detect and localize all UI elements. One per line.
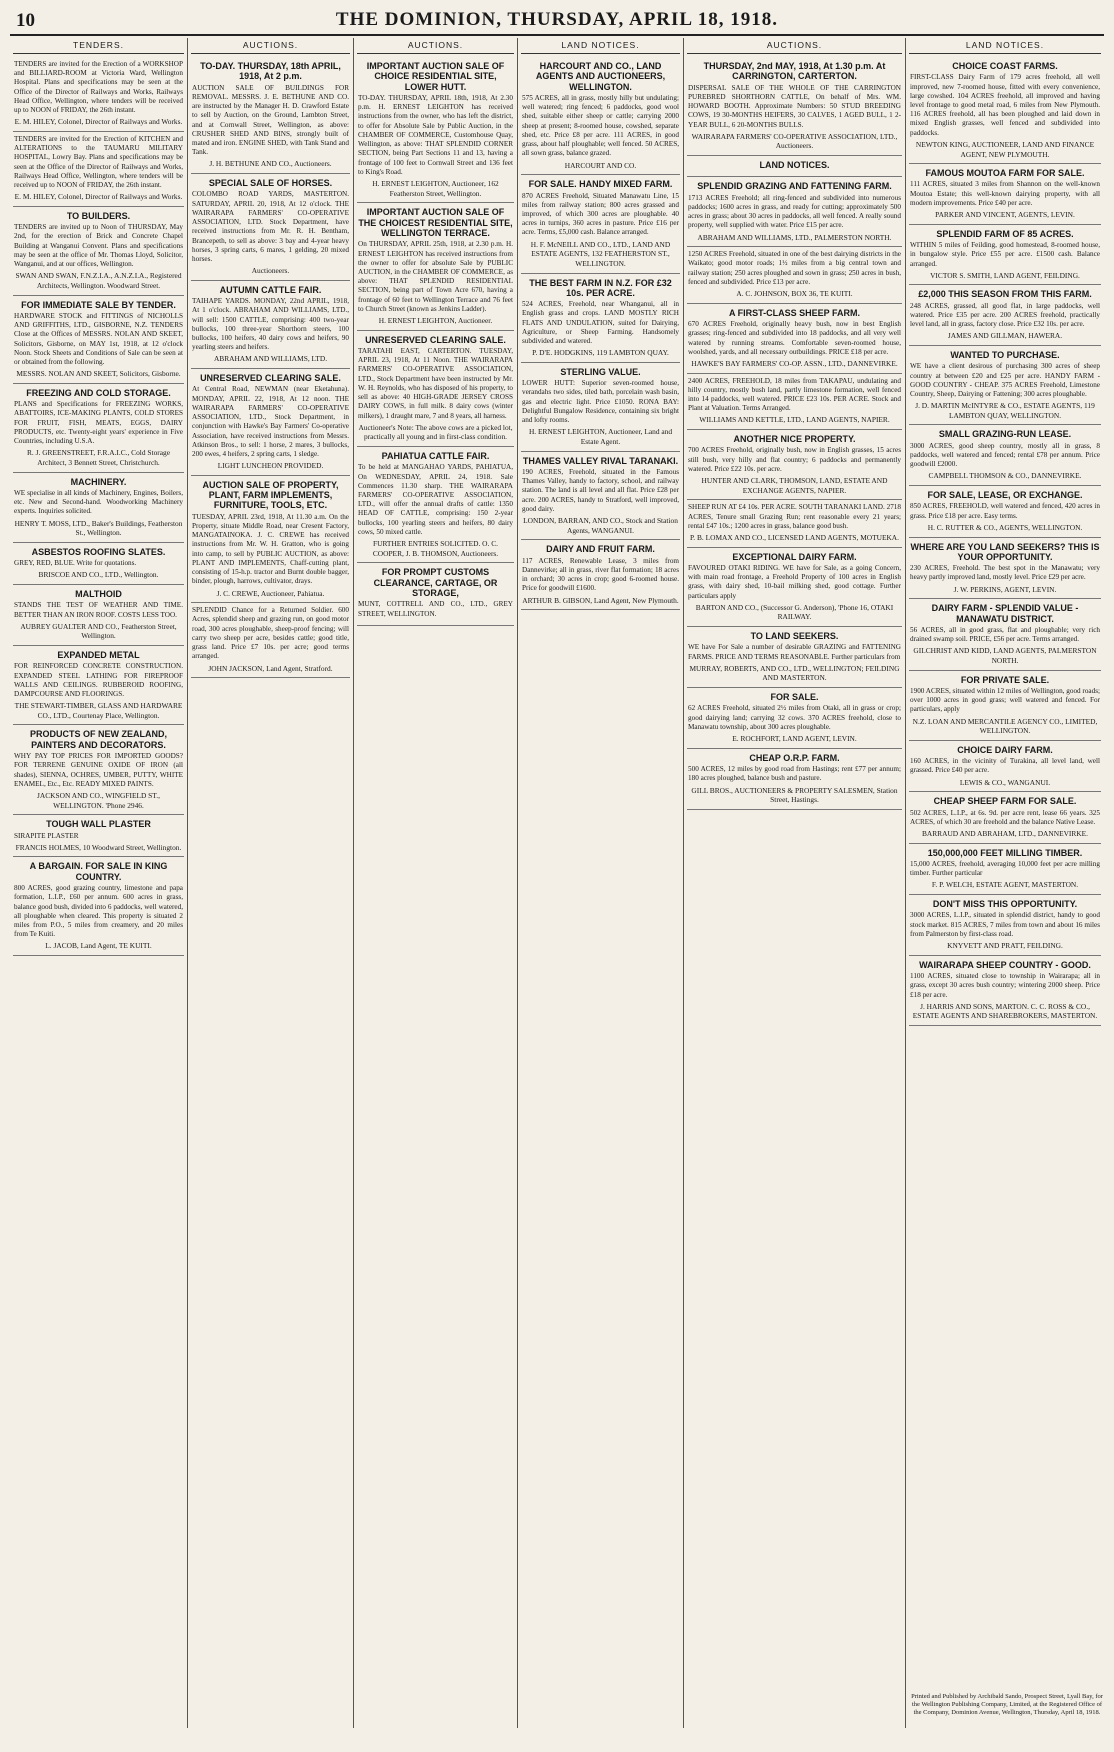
ad-signature: BRISCOE AND CO., LTD., Wellington.	[38, 570, 159, 580]
ad-title: TOUGH WALL PLASTER	[46, 819, 151, 830]
ad-body: WE have For Sale a number of desirable GRAZING and FATTENING FARMS. PRICE AND TERMS REASONABLE. Further particulars from	[688, 643, 901, 661]
ad-title: EXCEPTIONAL DAIRY FARM.	[732, 551, 857, 562]
ad-body: LOWER HUTT: Superior seven-roomed house, verandahs two sides, tiled bath, porcelain wash basin, gas and electric light. Price £1050. RONA BAY: Delightful Bungalow Residence, containing six bright and lofty rooms.	[522, 379, 679, 425]
ad-body: On THURSDAY, APRIL 25th, 1918, at 2.30 p.m. H. ERNEST LEIGHTON has received instructions from the owner to offer for absolute Sale by PUBLIC AUCTION, in the CHAMBER OF COMMERCE, as above: THAT SPLENDID RESIDENTIAL SECTION, being part of Town Acre 670, having a frontage of 60 feet to Wellington Terrace and 76 feet to Church Street (known as Jenkins Ladder).	[358, 240, 513, 313]
ad-signature: R. J. GREENSTREET, F.R.A.I.C., Cold Storage Architect, 3 Bennett Street, Christchurch.	[27, 448, 170, 467]
ad-body: FOR REINFORCED CONCRETE CONSTRUCTION. EXPANDED STEEL LATHING FOR FIREPROOF WALLS AND CEILINGS. RUBBEROID ROOFING, DAMPCOURSE AND FLOORINGS.	[14, 662, 183, 698]
ad-title: WHERE ARE YOU LAND SEEKERS? THIS IS YOUR OPPORTUNITY.	[910, 541, 1100, 562]
ad-title: DON'T MISS THIS OPPORTUNITY.	[932, 899, 1078, 910]
ad-body: 800 ACRES, good grazing country, limestone and papa formation, L.I.P., £60 per annum. 600 acres in grass, balance good bush, divided into 6 paddocks, well watered, all ploughable when cleared. This property is situated 2 miles from P.O., 5 miles from creamery, and 20 miles from Te Kuiti.	[14, 884, 183, 939]
advertisement	[909, 57, 1101, 164]
advertisement	[909, 956, 1101, 1026]
ad-title: ANOTHER NICE PROPERTY.	[733, 434, 856, 445]
ad-signature: BARTON AND CO., (Successor G. Anderson), 'Phone 16, OTAKI RAILWAY.	[695, 602, 894, 622]
ad-title: SPLENDID GRAZING AND FATTENING FARM.	[697, 181, 892, 192]
ad-title: IMPORTANT AUCTION SALE OF THE CHOICEST RESIDENTIAL SITE, WELLINGTON TERRACE.	[358, 207, 513, 238]
ad-signature: MESSRS. NOLAN AND SKEET, Solicitors, Gisborne.	[16, 369, 181, 379]
ad-title: WAIRARAPA SHEEP COUNTRY - GOOD.	[919, 959, 1091, 970]
advertisement	[521, 274, 680, 363]
ad-body: WE have a client desirous of purchasing 300 acres of sheep country at between £20 and £25 per acre. HANDY FARM - GOOD COUNTRY - CHEAP. 375 ACRES Freehold, Limestone Country, Sheep, Dairying or Fattening; 300 acres ploughable.	[910, 362, 1100, 398]
advertisement	[13, 296, 184, 384]
ad-body: 870 ACRES Freehold, Situated Manawatu Line, 15 miles from railway station; 800 acres grassed and improved, of which 300 acres are ploughable. 40 acres in turnips, 360 acres in pasture. Price £16 per acre. Terms, £5,000 cash. Balance arranged.	[522, 191, 679, 237]
ad-body: SIRAPITE PLASTER	[14, 831, 79, 840]
advertisement	[687, 627, 902, 688]
advertisement	[909, 741, 1101, 792]
ad-title: ASBESTOS ROOFING SLATES.	[31, 546, 166, 557]
ad-body: HARDWARE STOCK and FITTINGS of NICHOLLS AND GRIFFITHS, LTD., GISBORNE, N.Z. TENDERS Close at the Offices of MESSRS. NOLAN AND SKEET, Solicitors, Gisborne, on MAY 1st, 1918, at 12 o'clock Noon. Stock Sheets and Conditions of Sale can be seen at or obtained from the following.	[14, 311, 183, 366]
advertisement	[687, 57, 902, 156]
advertisement	[909, 425, 1101, 486]
ad-title: DAIRY AND FRUIT FARM.	[546, 544, 655, 555]
ad-body: To be held at MANGAHAO YARDS, PAHIATUA, On WEDNESDAY, APRIL 24, 1918. Sale Commences 11.30 sharp. THE WAIRARAPA FARMERS' CO-OPERATIVE ASSOCIATION, LTD., will offer the annual drafts of cattle: 1350 HEAD OF CATTLE, comprising: 150 2-year bullocks, 100 yearling steers and heifers, 80 dairy cows, 50 mixed cattle.	[358, 463, 513, 536]
ad-body: SHEEP RUN AT £4 10s. PER ACRE. SOUTH TARANAKI LAND. 2718 ACRES, Tenure small Grazing Run; rent reasonable every 21 years; rental £47 10s.; 1200 acres in grass, balance good bush.	[688, 503, 901, 530]
ad-body: WHY PAY TOP PRICES FOR IMPORTED GOODS? FOR TERRENE GENUINE OXIDE OF IRON (all shades), SIENNA, OCHRES, UMBER, PUTTY, WHITE ENAMEL, Etc., Etc. READY MIXED PAINTS.	[14, 752, 183, 788]
ad-title: TO BUILDERS.	[66, 210, 131, 221]
ad-signature: P. D'E. HODGKINS, 119 LAMBTON QUAY.	[532, 348, 669, 358]
ad-signature: A. C. JOHNSON, BOX 36, TE KUITI.	[736, 289, 853, 299]
advertisement	[909, 538, 1101, 600]
ad-signature: H. ERNEST LEIGHTON, Auctioneer, Land and Estate Agent.	[528, 427, 673, 446]
ad-signature: N.Z. LOAN AND MERCANTILE AGENCY CO., LIMITED, WELLINGTON.	[912, 716, 1098, 736]
advertisement	[357, 57, 514, 203]
ad-title: 150,000,000 FEET MILLING TIMBER.	[927, 847, 1083, 858]
advertisement	[687, 500, 902, 547]
ad-body: TO-DAY. THURSDAY, APRIL 18th, 1918, At 2.30 p.m. H. ERNEST LEIGHTON has received instructions from the owner, who has left the district, to offer for Absolute Sale by Public Auction, in the CHAMBER OF COMMERCE, Customhouse Quay, Wellington, as above: THAT SPLENDID CORNER SECTION, being Part Sections 11 and 13, having a frontage of 100 feet to Cornwall Street and 136 feet to King's Road.	[358, 94, 513, 176]
column-heading: LAND NOTICES.	[521, 38, 680, 54]
ad-title: A BARGAIN. FOR SALE IN KING COUNTRY.	[29, 861, 168, 882]
ad-body: 190 ACRES, Freehold, situated in the Famous Thames Valley, handy to factory, school, and railway station. The land is all level and all flat. Price £28 per acre. 200 ACRES, handy to Stratford, well improved, good dairy.	[522, 467, 679, 513]
ad-signature: LIGHT LUNCHEON PROVIDED.	[217, 461, 324, 471]
ad-body: COLOMBO ROAD YARDS, MASTERTON. SATURDAY, APRIL 20, 1918, At 12 o'clock. THE WAIRARAPA FARMERS' CO-OPERATIVE ASSOCIATION, LTD. Stock Department, have received instructions from Mr. R. H. Bentham, Brancepeth, to sell as above: 3 bay and 4-year heavy horses, 3 spring carts, 6 mares, 1 gelding, 20 mixed horses.	[192, 190, 349, 263]
advertisement	[909, 895, 1101, 956]
ad-body: 3000 ACRES, good sheep country, mostly all in grass, 8 paddocks, well watered and fenced; rental £78 per annum. Price goodwill £2000.	[910, 441, 1100, 469]
ad-body: 15,000 ACRES, freehold, averaging 10,000 feet per acre milling timber. Further particular	[910, 860, 1100, 878]
ad-signature: SWAN AND SWAN, F.N.Z.I.A., A.N.Z.I.A., Registered Architects, Wellington. Woodward Street.	[15, 271, 182, 290]
advertisement	[687, 156, 902, 177]
ad-signature: WAIRARAPA FARMERS' CO-OPERATIVE ASSOCIATION, LTD., Auctioneers.	[691, 131, 898, 151]
ad-signature: ARTHUR B. GIBSON, Land Agent, New Plymouth.	[522, 595, 679, 605]
page-number: 10	[16, 10, 35, 31]
ad-title: £2,000 THIS SEASON FROM THIS FARM.	[918, 289, 1092, 300]
advertisement	[521, 540, 680, 610]
column-heading: AUCTIONS.	[191, 38, 350, 54]
ad-signature: J. C. CREWE, Auctioneer, Pahiatua.	[216, 588, 325, 598]
ad-title: WANTED TO PURCHASE.	[950, 350, 1060, 360]
ad-title: AUTUMN CATTLE FAIR.	[219, 284, 322, 295]
ad-body: 850 ACRES, FREEHOLD, well watered and fenced, 420 acres in grass. Price £18 per acre. Easy terms.	[910, 502, 1100, 520]
ad-signature: HARCOURT AND CO.	[564, 160, 637, 170]
advertisement	[909, 164, 1101, 225]
ad-title: A FIRST-CLASS SHEEP FARM.	[728, 307, 860, 318]
advertisement	[909, 285, 1101, 346]
advertisement	[687, 304, 902, 374]
ad-signature: NEWTON KING, AUCTIONEER, LAND AND FINANCE AGENT, NEW PLYMOUTH.	[915, 139, 1095, 159]
ad-body: 502 ACRES, L.I.P., at 6s. 9d. per acre rent, lease 66 years. 325 ACRES, of which 30 are freehold and the balance Native Lease.	[910, 808, 1100, 826]
ad-signature: FRANCIS HOLMES, 10 Woodward Street, Wellington.	[15, 842, 182, 852]
ad-body: 1900 ACRES, situated within 12 miles of Wellington, good roads; over 1000 acres in good grass; well watered and fenced. For particulars, apply	[910, 686, 1100, 714]
advertisement	[13, 725, 184, 815]
ad-title: LAND NOTICES.	[759, 160, 830, 171]
advertisement	[13, 132, 184, 207]
column-6	[906, 38, 1104, 1728]
ad-signature: CAMPBELL THOMSON & CO., DANNEVIRKE.	[928, 471, 1082, 481]
newspaper-title: THE DOMINION, THURSDAY, APRIL 18, 1918.	[335, 9, 779, 30]
column-3	[354, 38, 518, 1728]
ad-signature: H. C. RUTTER & CO., AGENTS, WELLINGTON.	[927, 522, 1083, 532]
advertisement	[191, 174, 350, 281]
ad-title: IMPORTANT AUCTION SALE OF CHOICE RESIDENTIAL SITE, LOWER HUTT.	[366, 61, 505, 92]
ad-title: SMALL GRAZING-RUN LEASE.	[938, 429, 1072, 440]
advertisement	[909, 844, 1101, 895]
column-4	[518, 38, 684, 1728]
advertisement	[357, 203, 514, 330]
ad-body: 56 ACRES, all in good grass, flat and ploughable; very rich drained swamp soil. PRICE, £56 per acre. Terms arranged.	[910, 625, 1100, 644]
ad-body: 62 ACRES Freehold, situated 2½ miles from Otaki, all in grass or crop; good dairying land; carrying 32 cows. 370 ACRES freehold, close to Manawatu township, about 300 acres ploughable.	[688, 704, 901, 731]
ad-body: 3000 ACRES, L.I.P., situated in splendid district, handy to good stock market. 815 ACRES, 7 miles from town and about 16 miles from Palmerston by first-class road.	[910, 911, 1100, 938]
column-2	[188, 38, 354, 1728]
ad-body: 670 ACRES Freehold, originally heavy bush, now in best English grasses; ring-fenced and subdivided into 18 paddocks, and all very well watered by running streams. Comfortable seven-roomed house, woolshed, yards, and all necessary outbuildings. PRICE £18 per acre.	[688, 320, 901, 356]
advertisement	[687, 749, 902, 810]
ad-title: DAIRY FARM - SPLENDID VALUE - MANAWATU DISTRICT.	[931, 603, 1079, 624]
ad-body: GREY, RED, BLUE. Write for quotations.	[14, 559, 137, 568]
ad-signature: LONDON, BARRAN, AND CO., Stock and Station Agents, WANGANUI.	[523, 516, 678, 535]
advertisement	[687, 247, 902, 304]
ad-signature: HUNTER AND CLARK, THOMSON, LAND, ESTATE AND EXCHANGE AGENTS, NAPIER.	[701, 476, 888, 495]
ad-body: TENDERS are invited up to Noon of THURSDAY, May 2nd, for the erection of Brick and Concrete Chapel Building at Wanganui Convent. Plans and specifications may be seen at the office of Mr. Thomas Lloyd, Solicitor, Wanganui, and at our offices, Wellington.	[14, 223, 183, 269]
advertisement	[13, 543, 184, 585]
column-5	[684, 38, 906, 1728]
advertisement	[357, 563, 514, 625]
ad-body: DISPERSAL SALE OF THE WHOLE OF THE CARRINGTON PUREBRED SHORTHORN CATTLE, On behalf of Mrs. WM. HOWARD BOOTH. Approximate Numbers: 50 STUD BREEDING COWS, 19 30-MONTHS HEIFERS, 30 CALVES, 1 AGED BULL, 1 2-YEAR BULL, 6 20-MONTHS BULLS.	[688, 83, 901, 129]
column-heading: AUCTIONS.	[687, 38, 902, 54]
ad-signature: E. ROCHFORT, LAND AGENT, LEVIN.	[732, 734, 857, 744]
ad-signature: KNYVETT AND PRATT, FEILDING.	[947, 941, 1063, 951]
ad-title: PRODUCTS OF NEW ZEALAND, PAINTERS AND DECORATORS.	[30, 729, 167, 750]
ad-body: FAVOURED OTAKI RIDING. WE have for Sale, as a going Concern, with main road frontage, a Freehold Property of 100 acres in English grass, with dairy shed, 10-bail milking shed, good cottage. Further particulars apply	[688, 563, 901, 600]
advertisement	[13, 207, 184, 296]
ad-signature: THE STEWART-TIMBER, GLASS AND HARDWARE CO., LTD., Courtenay Place, Wellington.	[14, 701, 183, 720]
ad-title: UNRESERVED CLEARING SALE.	[200, 373, 341, 384]
ad-signature: J. D. MARTIN McINTYRE & CO., ESTATE AGENTS, 119 LAMBTON QUAY, WELLINGTON.	[915, 401, 1095, 420]
ad-signature: E. M. HILEY, Colonel, Director of Railways and Works.	[14, 192, 183, 202]
ad-body: 117 ACRES, Renewable Lease, 3 miles from Dannevirke; all in grass, river flat formation; 18 acres in orchard; 30 acres in crop; good 6-roomed house. Price for goodwill £1600.	[522, 556, 679, 593]
advertisement	[13, 646, 184, 725]
ad-signature: JAMES AND GILLMAN, HAWERA.	[947, 331, 1063, 341]
ad-title: AUCTION SALE OF PROPERTY, PLANT, FARM IMPLEMENTS, FURNITURE, TOOLS, ETC.	[202, 479, 339, 511]
ad-body: FIRST-CLASS Dairy Farm of 179 acres freehold, all well improved, new 7-roomed house, fitted with every convenience, large cowshed. 104 ACRES freehold, all improved and having level frontage to good metal road, 6 miles from New Plymouth. 116 ACRES freehold, all has been ploughed and laid down in mixed English grasses, well fenced and subdivided into paddocks.	[910, 73, 1100, 137]
ad-body: TAIHAPE YARDS. MONDAY, 22nd APRIL, 1918, At 1 o'clock. ABRAHAM AND WILLIAMS, LTD., will sell: 1500 CATTLE, comprising: 400 two-year bullocks, 100 three-year Shorthorn steers, 100 bullocks, 100 heifers, 40 dairy cows and heifers, 90 yearling steers and heifers.	[192, 297, 349, 352]
advertisement	[909, 225, 1101, 286]
ad-title: TO-DAY. THURSDAY, 18th APRIL, 1918, At 2 p.m.	[200, 61, 341, 82]
advertisement	[191, 369, 350, 476]
ad-title: THURSDAY, 2nd MAY, 1918, At 1.30 p.m. At CARRINGTON, CARTERTON.	[703, 61, 886, 82]
advertisement	[687, 548, 902, 627]
ad-signature: PARKER AND VINCENT, AGENTS, LEVIN.	[935, 210, 1075, 220]
ad-body: TENDERS are invited for the Erection of KITCHEN and ALTERATIONS to the TAUMARU MILITARY HOSPITAL, Lowry Bay. Plans and specifications may be seen at the Office of the Director of Railways and Works, Railways Head Office, Wellington, where tenders will be received up to NOON of FRIDAY, the 26th instant.	[14, 134, 183, 190]
ad-title: TO LAND SEEKERS.	[750, 631, 839, 642]
advertisement	[13, 585, 184, 646]
ad-signature: HENRY T. MOSS, LTD., Baker's Buildings, Featherston St., Wellington.	[14, 518, 183, 538]
ad-signature: J. HARRIS AND SONS, MARTON. C. C. ROSS & CO., ESTATE AGENTS AND SHAREBROKERS, MASTERTON.	[912, 1001, 1098, 1021]
ad-title: PAHIATUA CATTLE FAIR.	[381, 451, 490, 461]
ad-body: WITHIN 5 miles of Feilding, good homestead, 8-roomed house, in bungalow style. Price £55 per acre. £1500 cash. Balance arranged.	[910, 241, 1100, 268]
ad-title: SPECIAL SALE OF HORSES.	[208, 178, 333, 189]
ad-title: MALTHOID	[75, 588, 122, 599]
advertisement	[521, 363, 680, 452]
ad-signature: F. P. WELCH, ESTATE AGENT, MASTERTON.	[931, 880, 1079, 890]
ad-body: STANDS THE TEST OF WEATHER AND TIME. BETTER THAN AN IRON ROOF. COSTS LESS TOO.	[14, 601, 183, 619]
ad-signature: J. W. PERKINS, AGENT, LEVIN.	[953, 584, 1057, 594]
ad-body: TENDERS are invited for the Erection of a WORKSHOP and BILLIARD-ROOM at Victoria Ward, Wellington Hospital. Plans and specifications may be seen at the Office of the Director of Railways and Works, Railways Head Office, Wellington, where tenders will be received up to NOON of FRIDAY, the 26th instant.	[14, 60, 183, 115]
ad-title: CHOICE COAST FARMS.	[952, 61, 1058, 71]
advertisement	[909, 792, 1101, 843]
ad-signature: WILLIAMS AND KETTLE, LTD., LAND AGENTS, NAPIER.	[699, 415, 890, 425]
ad-body: TUESDAY, APRIL 23rd, 1918, At 11.30 a.m. On the Property, situate Middle Road, near Cresent Factory, MANGATAINOKA. J. C. CREWE has received instructions from Mr. W. H. Gratton, who is going into camp, to sell by PUBLIC AUCTION, as above: PLANT AND IMPLEMENTS, Chaff-cutting plant, consisting of 15-h.p. tractor and Burnt double bagger, binder, plough, harrows, cultivator, drays.	[192, 512, 349, 586]
advertisement	[687, 177, 902, 247]
ad-signature: P. B. LOMAX AND CO., LICENSED LAND AGENTS, MOTUEKA.	[690, 532, 899, 542]
ad-title: CHEAP O.R.P. FARM.	[749, 752, 840, 763]
ad-title: HARCOURT AND CO., LAND AGENTS AND AUCTIONEERS, WELLINGTON.	[535, 61, 666, 92]
advertisement	[191, 603, 350, 678]
ad-title: FOR SALE. HANDY MIXED FARM.	[528, 179, 673, 190]
ad-title: EXPANDED METAL	[57, 650, 140, 660]
ad-body: 111 ACRES, situated 3 miles from Shannon on the well-known Moutoa Estate; this well-known dairying property, with all modern improvements. Price £40 per acre.	[910, 180, 1100, 207]
ad-body: At Central Road, NEWMAN (near Eketahuna). MONDAY, APRIL 22, 1918, At 12 noon. THE WAIRARAPA FARMERS' CO-OPERATIVE ASSOCIATION, LTD., Stock Department, in conjunction with Hawke's Bay Farmers' Co-operative Association, have received instructions from Messrs. Atkinson Bros., to sell: 1 horse, 2 mares, 3 bullocks, 200 ewes, 4 heifers, 2 spring carts, 1 sledge.	[192, 385, 349, 458]
advertisement	[13, 473, 184, 543]
ad-title: FOR IMMEDIATE SALE BY TENDER.	[21, 299, 176, 310]
ad-signature: JOHN JACKSON, Land Agent, Stratford.	[208, 663, 333, 673]
ad-signature: ABRAHAM AND WILLIAMS, LTD., PALMERSTON NORTH.	[697, 232, 892, 242]
ad-title: FOR SALE.	[770, 692, 819, 703]
ad-signature: BARRAUD AND ABRAHAM, LTD., DANNEVIRKE.	[921, 829, 1089, 839]
ad-title: FOR SALE, LEASE, OR EXCHANGE.	[927, 490, 1083, 501]
ad-signature: E. M. HILEY, Colonel, Director of Railways and Works.	[14, 117, 183, 127]
ad-title: CHOICE DAIRY FARM.	[957, 744, 1053, 755]
column-heading: TENDERS.	[13, 38, 184, 54]
ad-signature: AUBREY GUALTER AND CO., Featherston Street, Wellington.	[20, 621, 177, 641]
ad-signature: Auctioneers.	[251, 266, 290, 276]
ad-body: TARATAHI EAST, CARTERTON. TUESDAY, APRIL 23, 1918, At 11 Noon. THE WAIRARAPA FARMERS' CO-OPERATIVE ASSOCIATION, LTD., Stock Department have been instructed by Mr. W. H. Reynolds, who has disposed of his property, to sell as above: 40 HIGH-GRADE JERSEY CROSS DAIRY COWS, in full milk. 8 dairy cows (winter milkers), 1 draught mare, 7 and 8 years, all harness.	[358, 347, 513, 420]
ad-signature: L. JACOB, Land Agent, TE KUITI.	[45, 941, 152, 951]
advertisement	[13, 857, 184, 956]
ad-signature: Auctioneer's Note: The above cows are a picked lot, practically all young and in first-class condition.	[358, 422, 513, 442]
ad-body: 700 ACRES Freehold, originally bush, now in English grasses, 15 acres still bush, very hilly and flat country; 6 paddocks and permanently watered. Price £22 10s. per acre.	[688, 446, 901, 473]
ad-signature: MURRAY, ROBERTS, AND CO., LTD., WELLINGTON; FEILDING AND MASTERTON.	[689, 663, 900, 683]
advertisement	[521, 452, 680, 541]
ad-title: FREEZING AND COLD STORAGE.	[26, 387, 171, 398]
advertisement	[191, 57, 350, 174]
column-heading: AUCTIONS.	[357, 38, 514, 54]
advertisement	[909, 599, 1101, 670]
ad-body: 1250 ACRES Freehold, situated in one of the best dairying districts in the Waikato; good motor roads; 1½ miles from a big central town and railway station; 250 acres ploughed and sown in grass; 250 acres in bush, fenced and subdivided. Price £13 per acre.	[688, 250, 901, 286]
ad-body: SPLENDID Chance for a Returned Soldier. 600 Acres, splendid sheep and grazing run, on good motor road, 300 acres ploughable, sheep-proof fencing; will carry two sheep per acre, besides cattle; good title, grass land. Price £7 10s. per acre; good terms arranged.	[192, 606, 349, 661]
advertisement	[13, 57, 184, 132]
ad-signature: VICTOR S. SMITH, LAND AGENT, FEILDING.	[930, 270, 1080, 280]
ad-body: PLANS and Specifications for FREEZING WORKS, ABATTOIRS, ICE-MAKING PLANTS, COLD STORES FOR FRUIT, FISH, MEATS, EGGS, DAIRY PRODUCTS, etc. Twenty-eight years' experience in Five Countries, including U.S.A.	[14, 400, 183, 446]
ad-body: 1713 ACRES Freehold; all ring-fenced and subdivided into numerous paddocks; 1600 acres in grass, and ready for cutting; approximately 500 acres in grass; about 30 acres in paddocks, all well fenced. A really sound property, well supplied with water. Price £15 per acre.	[688, 193, 901, 230]
ad-body: 500 ACRES, 12 miles by good road from Hastings; rent £77 per annum; 180 acres ploughed, balance bush and pasture.	[688, 765, 901, 783]
ad-title: MACHINERY.	[70, 476, 127, 487]
advertisement	[191, 281, 350, 369]
advertisement	[521, 57, 680, 175]
advertisement	[687, 430, 902, 500]
ad-signature: GILCHRIST AND KIDD, LAND AGENTS, PALMERSTON NORTH.	[913, 646, 1097, 665]
advertisement	[909, 671, 1101, 741]
ad-signature: HAWKE'S BAY FARMERS' CO-OP. ASSN., LTD., DANNEVIRKE.	[691, 358, 898, 368]
advertisement	[521, 175, 680, 273]
ad-body: 2400 ACRES, FREEHOLD, 18 miles from TAKAPAU, undulating and hilly country, mostly bush land, partly limestone formation, well fenced into 14 paddocks, well watered. PRICE £23 10s. PER ACRE. Stock and Plant at Valuation. Terms Arranged.	[688, 376, 901, 413]
ad-signature: J. H. BETHUNE AND CO., Auctioneers.	[209, 159, 332, 169]
column-heading: LAND NOTICES.	[909, 38, 1101, 54]
advertisement	[357, 447, 514, 563]
printer-imprint: Printed and Published by Archibald Sando, Prospect Street, Lyall Bay, for the Wellington Publishing Company, Limited, at the Registered Office of the Company, Dominion Avenue, Wellington, Thursday, April 18, 1918.	[911, 1693, 1103, 1717]
ad-signature: GILL BROS., AUCTIONEERS & PROPERTY SALESMEN, Station Street, Hastings.	[691, 785, 898, 805]
ad-body: WE specialise in all kinds of Machinery, Engines, Boilers, etc. New and Second-hand. Woodworking Machinery experts. Inquiries solicited.	[14, 488, 183, 516]
ad-body: 248 ACRES, grassed, all good flat, in large paddocks, well watered. Price £35 per acre. 200 ACRES freehold, practically level land, all in grass, factory close. Price £32 10s. per acre.	[910, 301, 1100, 329]
advertisement	[909, 346, 1101, 425]
ad-title: FOR PROMPT CUSTOMS CLEARANCE, CARTAGE, OR STORAGE,	[373, 567, 498, 599]
ad-body: AUCTION SALE OF BUILDINGS FOR REMOVAL. MESSRS. J. E. BETHUNE AND CO. are instructed by the Manager H. D. Crawford Estate to sell by Auction, on the Ground, Lambton Street, and at Cornwall Street, Wellington, as above: CRUSHER SHED AND BINS, strongly built of mated and iron. ENGINE SHED, with Tank Stand and Tank.	[192, 83, 349, 157]
ad-body: 160 ACRES, in the vicinity of Turakina, all level land, well grassed. Price £40 per acre.	[910, 757, 1100, 775]
advertisement	[687, 688, 902, 749]
advertisement	[687, 374, 902, 431]
ad-body: 524 ACRES, Freehold, near Whanganui, all in English grass and crops. LAND MOSTLY RICH FLATS AND UNDULATION, suited for Dairying, Agriculture, or Sheep Farming. Handsomely subdivided and watered.	[522, 300, 679, 346]
advertisement	[13, 384, 184, 473]
ad-body: 575 ACRES, all in grass, mostly hilly but undulating; well watered; ring fenced; 6 paddocks, good wool shed, suitable either sheep or cattle; carrying 2000 sheep at present; 8-roomed house, cowshed, separate shed, etc. Price £8 per acre. 111 ACRES, in good grass, about half ploughable; well fenced. 50 ACRES, all sown grass, balance grazed.	[522, 94, 679, 158]
ad-signature: ABRAHAM AND WILLIAMS, LTD.	[213, 354, 328, 364]
advertisement	[13, 815, 184, 857]
ad-body: MUNT, COTTRELL AND CO., LTD., GREY STREET, WELLINGTON.	[358, 600, 513, 618]
column-1	[10, 38, 188, 1728]
columns	[10, 38, 1104, 1728]
ad-body: 1100 ACRES, situated close to township in Wairarapa; all in grass, except 30 acres bush country; wintering 2000 sheep. Price £18 per acre.	[910, 972, 1100, 999]
ad-title: THE BEST FARM IN N.Z. FOR £32 10s. PER ACRE.	[529, 277, 672, 298]
ad-title: CHEAP SHEEP FARM FOR SALE.	[933, 796, 1077, 807]
ad-signature: JACKSON AND CO., WINGFIELD ST., WELLINGTON. 'Phone 2946.	[37, 791, 160, 810]
ad-title: SPLENDID FARM OF 85 ACRES.	[936, 228, 1074, 239]
ad-signature: FURTHER ENTRIES SOLICITED. O. C. COOPER, J. B. THOMSON, Auctioneers.	[372, 539, 499, 558]
ad-title: THAMES VALLEY RIVAL TARANAKI.	[522, 455, 679, 466]
ad-signature: H. F. McNEILL AND CO., LTD., LAND AND ESTATE AGENTS, 132 FEATHERSTON ST., WELLINGTON.	[530, 239, 671, 268]
ad-body: 230 ACRES, Freehold. The best spot in the Manawatu; very heavy partly improved land, mostly level. Price £29 per acre.	[910, 564, 1100, 582]
ad-title: FOR PRIVATE SALE.	[960, 674, 1050, 685]
ad-title: STERLING VALUE.	[560, 366, 641, 377]
ad-signature: H. ERNEST LEIGHTON, Auctioneer, 162 Featherston Street, Wellington.	[372, 179, 499, 198]
masthead	[10, 8, 1104, 36]
ad-title: UNRESERVED CLEARING SALE.	[365, 334, 506, 345]
ad-signature: LEWIS & CO., WANGANUI.	[959, 777, 1051, 787]
ad-title: FAMOUS MOUTOA FARM FOR SALE.	[925, 168, 1085, 179]
advertisement	[191, 476, 350, 603]
advertisement	[357, 331, 514, 447]
advertisement	[909, 486, 1101, 537]
ad-signature: H. ERNEST LEIGHTON, Auctioneer.	[378, 316, 493, 326]
